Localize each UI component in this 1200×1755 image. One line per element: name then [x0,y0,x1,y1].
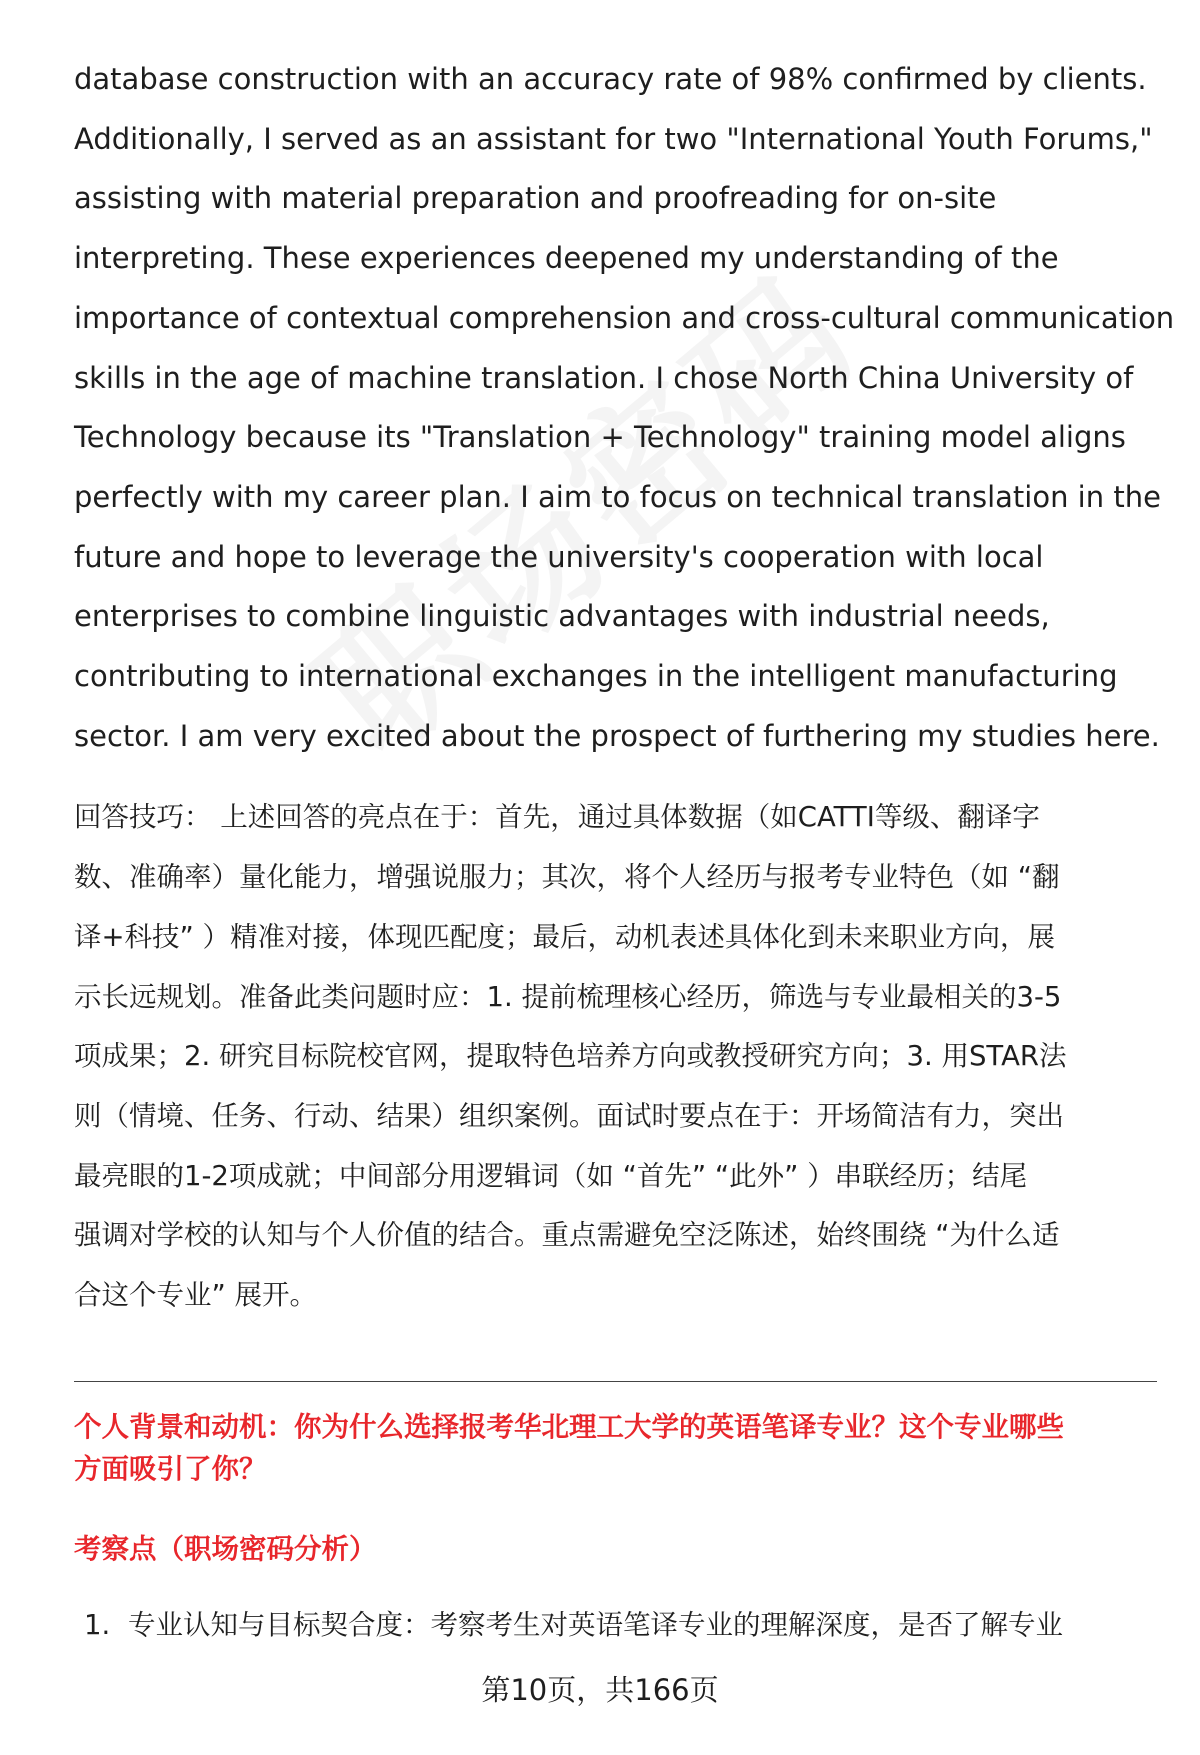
text-line: perfectly with my career plan. I aim to focus on technical translation in the [74,479,1161,514]
text-line: 强调对学校的认知与个人价值的结合。重点需避免空泛陈述，始终围绕 “为什么适 [74,1219,1060,1252]
question-heading [74,1406,1164,1490]
analysis-section-title: 考察点（职场密码分析） [74,1533,377,1565]
text-line: Technology because its "Translation + Technology" training model aligns [74,420,1126,455]
text-line: database construction with an accuracy rate of 98% confirmed by clients. [74,62,1147,96]
question-line: 个人背景和动机：你为什么选择报考华北理工大学的英语笔译专业？这个专业哪些 [74,1411,1064,1443]
text-line: future and hope to leverage the university's cooperation with local [74,539,1044,574]
text-line: 译+科技” ）精准对接，体现匹配度；最后，动机表述具体化到未来职业方向，展 [74,920,1056,953]
english-answer-paragraph [74,50,1175,766]
text-line: enterprises to combine linguistic advantages with industrial needs, [74,599,1050,634]
content-area [74,50,1175,1326]
page-footer: 第10页，共166页 [481,1673,719,1707]
text-line: importance of contextual comprehension and cross-cultural communication [74,300,1175,335]
text-line: 项成果；2. 研究目标院校官网，提取特色培养方向或教授研究方向；3. 用STAR法 [74,1040,1067,1073]
text-line: skills in the age of machine translation. I chose North China University of [74,360,1134,395]
text-line: sector. I am very excited about the prospect of furthering my studies here. [74,718,1160,753]
text-line: 示长远规划。准备此类问题时应：1. 提前梳理核心经历，筛选与专业最相关的3-5 [74,980,1062,1013]
question-line: 方面吸引了你？ [74,1453,267,1485]
answer-tips-paragraph [74,788,1164,1325]
text-line: 最亮眼的1-2项成就；中间部分用逻辑词（如 “首先” “此外” ）串联经历；结尾 [74,1159,1028,1192]
text-line: 合这个专业” 展开。 [74,1279,317,1312]
text-line: 数、准确率）量化能力，增强说服力；其次，将个人经历与报考专业特色（如 “翻 [74,861,1060,894]
list-item-text: 专业认知与目标契合度：考察考生对英语笔译专业的理解深度，是否了解专业 [128,1609,1063,1641]
text-line: assisting with material preparation and proofreading for on-site [74,181,997,216]
text-line: contributing to international exchanges in the intelligent manufacturing [74,659,1118,694]
text-line: 回答技巧： 上述回答的亮点在于：首先，通过具体数据（如CATTI等级、翻译字 [74,801,1040,834]
text-line: 则（情境、任务、行动、结果）组织案例。面试时要点在于：开场简洁有力，突出 [74,1099,1064,1132]
text-line: interpreting. These experiences deepened my understanding of the [74,241,1059,276]
list-item-number: 1. [84,1609,111,1641]
list-item [84,1600,1063,1650]
text-line: Additionally, I served as an assistant for two "International Youth Forums," [74,121,1153,156]
section-divider [74,1381,1157,1382]
